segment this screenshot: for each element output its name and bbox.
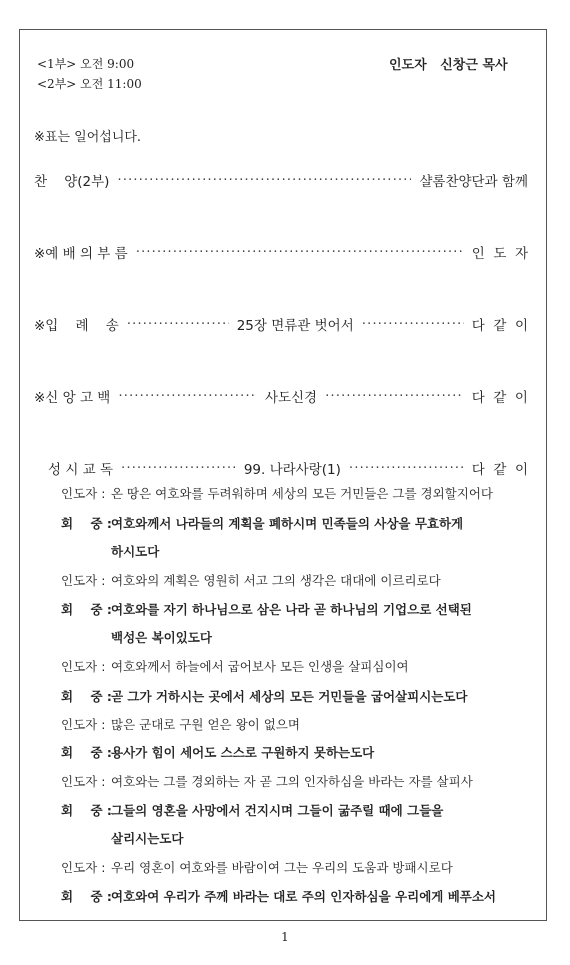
order-performer: 다 같 이 xyxy=(471,390,528,406)
reading-text: 여호와를 자기 하나님으로 삼은 나라 곧 하나님의 기업으로 선택된 xyxy=(111,602,472,617)
order-label: ※예 배 의 부 름 xyxy=(34,246,128,262)
reading-text: 많은 군대로 구원 얻은 왕이 없으며 xyxy=(111,717,300,732)
reading-speaker: 회 중 : xyxy=(61,689,112,704)
leader-dots xyxy=(136,244,464,260)
reading-line xyxy=(61,514,463,532)
leader-dots xyxy=(349,460,464,476)
reading-text: 용사가 힘이 세어도 스스로 구원하지 못하는도다 xyxy=(111,745,375,760)
order-label: ※신 앙 고 백 xyxy=(34,390,111,406)
leader-dots xyxy=(117,172,411,188)
leader-dots xyxy=(118,388,257,404)
reading-line xyxy=(61,571,441,589)
order-label: 성 시 교 독 xyxy=(48,462,114,478)
reading-speaker: 인도자 : xyxy=(61,717,106,732)
reading-line xyxy=(61,801,443,819)
order-performer: 다 같 이 xyxy=(471,462,528,478)
reading-text: 여호와께서 하늘에서 굽어보사 모든 인생을 살피심이여 xyxy=(111,659,409,674)
order-performer: 다 같 이 xyxy=(471,318,528,334)
reading-text: 여호와여 우리가 주께 바라는 대로 주의 인자하심을 우리에게 베푸소서 xyxy=(111,889,496,904)
order-content: 25장 면류관 벗어서 xyxy=(236,318,354,334)
reading-line xyxy=(61,657,409,675)
leader-dots xyxy=(127,316,229,332)
leader-dots xyxy=(325,388,464,404)
reading-text: 그들의 영혼을 사망에서 건지시며 그들이 굶주릴 때에 그들을 xyxy=(111,803,444,818)
reading-text: 우리 영혼이 여호와를 바람이여 그는 우리의 도움과 방패시로다 xyxy=(111,860,453,875)
reading-text: 곧 그가 거하시는 곳에서 세상의 모든 거민들을 굽어살피시는도다 xyxy=(111,689,468,704)
reading-line-continued: 백성은 복이있도다 xyxy=(111,630,212,645)
reading-line xyxy=(61,743,374,761)
reading-speaker: 회 중 : xyxy=(61,745,112,760)
reading-line-continued: 하시도다 xyxy=(111,544,160,559)
reading-line-continued: 살리시는도다 xyxy=(111,831,184,846)
reading-speaker: 인도자 : xyxy=(61,486,106,501)
reading-line xyxy=(61,687,468,705)
reading-line xyxy=(61,887,496,905)
reading-line xyxy=(61,858,453,876)
order-content: 99. 나라사랑(1) xyxy=(243,462,341,478)
worship-leader: 인도자 신창근 목사 xyxy=(389,58,508,73)
leader-dots xyxy=(362,316,464,332)
order-item-responsive-reading xyxy=(48,458,528,478)
standing-notice: ※표는 일어섭니다. xyxy=(34,130,142,145)
service-time-2: <2부> 오전 11:00 xyxy=(37,77,142,91)
reading-line xyxy=(61,484,493,502)
reading-speaker: 인도자 : xyxy=(61,659,106,674)
reading-speaker: 회 중 : xyxy=(61,889,112,904)
reading-speaker: 인도자 : xyxy=(61,573,106,588)
service-time-1: <1부> 오전 9:00 xyxy=(37,57,135,71)
reading-line xyxy=(61,600,472,618)
leader-dots xyxy=(121,460,236,476)
order-item-hymn xyxy=(34,314,528,334)
reading-speaker: 회 중 : xyxy=(61,516,112,531)
page-number: 1 xyxy=(281,930,289,944)
order-item-creed xyxy=(34,386,528,406)
reading-line xyxy=(61,772,473,790)
order-performer: 인 도 자 xyxy=(471,246,528,262)
reading-text: 여호와는 그를 경외하는 자 곧 그의 인자하심을 바라는 자를 살피사 xyxy=(111,774,473,789)
order-item-call-to-worship xyxy=(34,242,528,262)
reading-text: 온 땅은 여호와를 두려워하며 세상의 모든 거민들은 그를 경외할지어다 xyxy=(111,486,493,501)
order-label: ※입 례 송 xyxy=(34,318,119,334)
order-performer: 샬롬찬양단과 함께 xyxy=(419,174,528,190)
reading-speaker: 회 중 : xyxy=(61,803,112,818)
reading-text: 여호와께서 나라들의 계획을 폐하시며 민족들의 사상을 무효하게 xyxy=(111,516,464,531)
reading-text: 여호와의 계획은 영원히 서고 그의 생각은 대대에 이르리로다 xyxy=(111,573,441,588)
order-content: 사도신경 xyxy=(264,390,318,406)
order-item-praise xyxy=(34,170,528,190)
reading-speaker: 인도자 : xyxy=(61,774,106,789)
reading-line xyxy=(61,715,300,733)
order-label: 찬 양(2부) xyxy=(34,174,110,190)
reading-speaker: 회 중 : xyxy=(61,602,112,617)
reading-speaker: 인도자 : xyxy=(61,860,106,875)
